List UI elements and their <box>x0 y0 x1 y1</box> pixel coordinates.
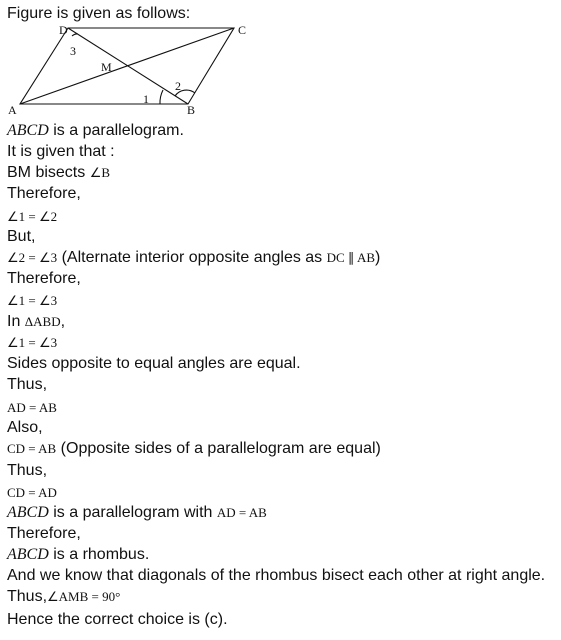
vertex-a-label: A <box>8 103 17 117</box>
point-m-label: M <box>101 60 112 74</box>
line-10: In ΔABD, <box>7 313 66 330</box>
angle-3-arc <box>72 34 78 36</box>
line-16: CD = AB (Opposite sides of a parallelogram are equal) <box>7 440 381 457</box>
line-18: CD = AD <box>7 485 57 500</box>
angle-2-label: 2 <box>175 79 181 93</box>
line-6: But, <box>7 228 36 245</box>
line-1: ABCD is a parallelogram. <box>7 122 184 139</box>
vertex-d-label: D <box>59 23 68 37</box>
line-24: Hence the correct choice is (c). <box>7 611 228 628</box>
line-13: Thus, <box>7 376 48 393</box>
line-9: ∠1 = ∠3 <box>7 293 58 308</box>
line-20: Therefore, <box>7 525 81 542</box>
line-11: ∠1 = ∠3 <box>7 335 58 350</box>
angle-1-label: 1 <box>143 92 149 106</box>
line-3: BM bisects ∠B <box>7 164 111 181</box>
angle-1-arc <box>160 90 163 104</box>
parallelogram-figure <box>0 20 260 120</box>
line-15: Also, <box>7 419 43 436</box>
line-19: ABCD is a parallelogram with AD = AB <box>7 504 267 521</box>
line-14: AD = AB <box>7 400 57 415</box>
vertex-c-label: C <box>238 23 247 37</box>
intro-text: Figure is given as follows: <box>7 5 191 22</box>
vertex-b-label: B <box>187 103 196 117</box>
line-21: ABCD is a rhombus. <box>7 546 150 563</box>
line-2: It is given that : <box>7 143 115 160</box>
line-5: ∠1 = ∠2 <box>7 209 58 224</box>
line-22: And we know that diagonals of the rhombus bisect each other at right angle. <box>7 567 546 584</box>
line-17: Thus, <box>7 462 48 479</box>
line-4: Therefore, <box>7 185 81 202</box>
line-7: ∠2 = ∠3 (Alternate interior opposite angles as DC ∥ AB) <box>7 249 381 266</box>
line-23: Thus,∠AMB = 90° <box>7 588 121 605</box>
bisector-bm <box>68 28 188 104</box>
angle-3-label: 3 <box>70 44 76 58</box>
line-12: Sides opposite to equal angles are equal. <box>7 355 301 372</box>
line-8: Therefore, <box>7 270 81 287</box>
